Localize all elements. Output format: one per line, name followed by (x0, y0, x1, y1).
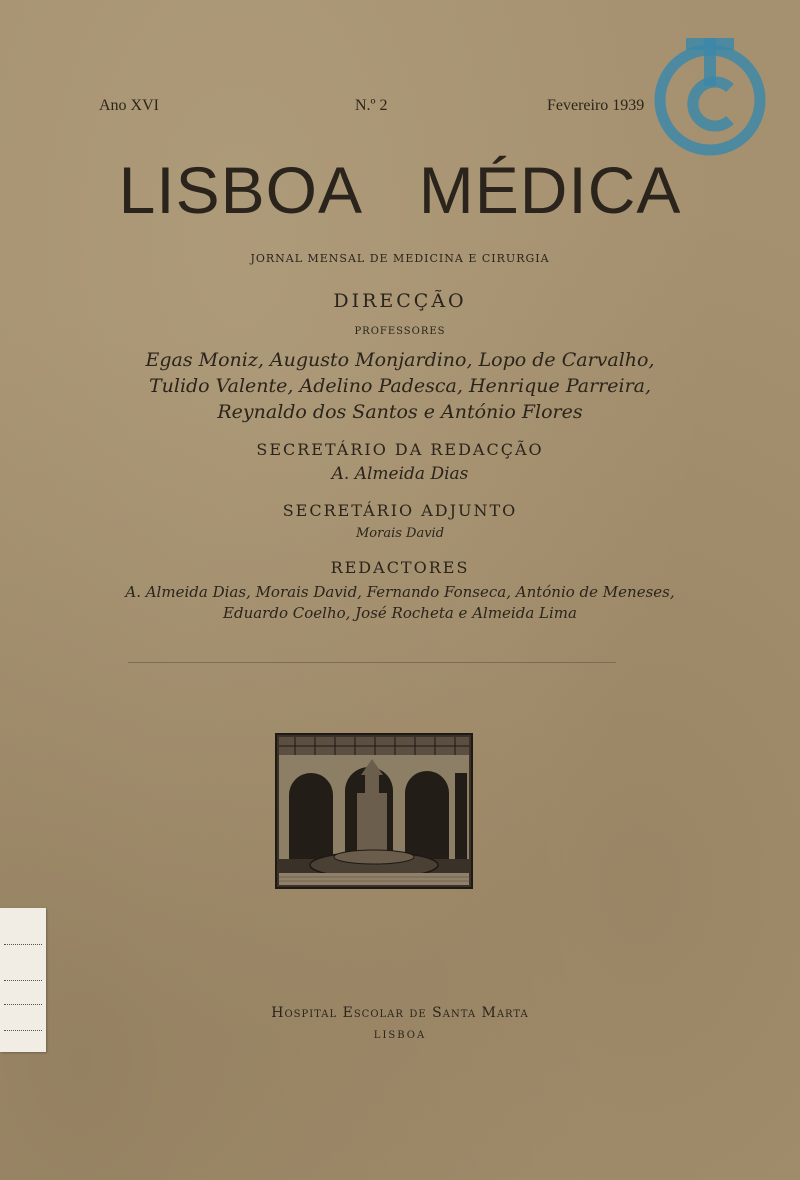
direction-heading: DIRECÇÃO (333, 290, 467, 312)
direction-names-line: Reynaldo dos Santos e António Flores (217, 401, 583, 423)
secretary-heading: SECRETÁRIO DA REDACÇÃO (256, 440, 544, 459)
professors-label: PROFESSORES (354, 326, 446, 337)
editors-names-line: Eduardo Coelho, José Rocheta e Almeida Lima (223, 604, 577, 622)
editors-heading: REDACTORES (330, 558, 470, 577)
catalog-sticker (0, 908, 46, 1052)
cloister-engraving-icon (275, 733, 473, 889)
direction-names (0, 347, 800, 425)
journal-title: LISBOA MÉDICA (118, 153, 682, 227)
editors-names (0, 582, 800, 624)
assistant-name: Morais David (355, 526, 445, 541)
issue-number: N.º 2 (355, 97, 388, 114)
sticker-line (4, 1004, 42, 1005)
journal-subtitle: JORNAL MENSAL DE MEDICINA E CIRURGIA (250, 252, 550, 265)
direction-names-line: Egas Moniz, Augusto Monjardino, Lopo de Carvalho, (145, 349, 655, 371)
editors-names-line: A. Almeida Dias, Morais David, Fernando Fonseca, António de Meneses, (125, 583, 675, 601)
secretary-name: A. Almeida Dias (331, 464, 469, 484)
direction-names-line: Tulido Valente, Adelino Padesca, Henrique Parreira, (148, 375, 652, 397)
publisher-city: LISBOA (373, 1030, 427, 1041)
sticker-line (4, 944, 42, 945)
issue-date: Fevereiro 1939 (547, 97, 645, 114)
assistant-heading: SECRETÁRIO ADJUNTO (282, 501, 518, 520)
sticker-line (4, 1030, 42, 1031)
publisher-name: Hospital Escolar de Santa Marta (271, 1005, 529, 1021)
sticker-line (4, 980, 42, 981)
issue-year: Ano XVI (99, 97, 159, 114)
divider (128, 662, 616, 663)
library-stamp-icon (652, 32, 768, 156)
